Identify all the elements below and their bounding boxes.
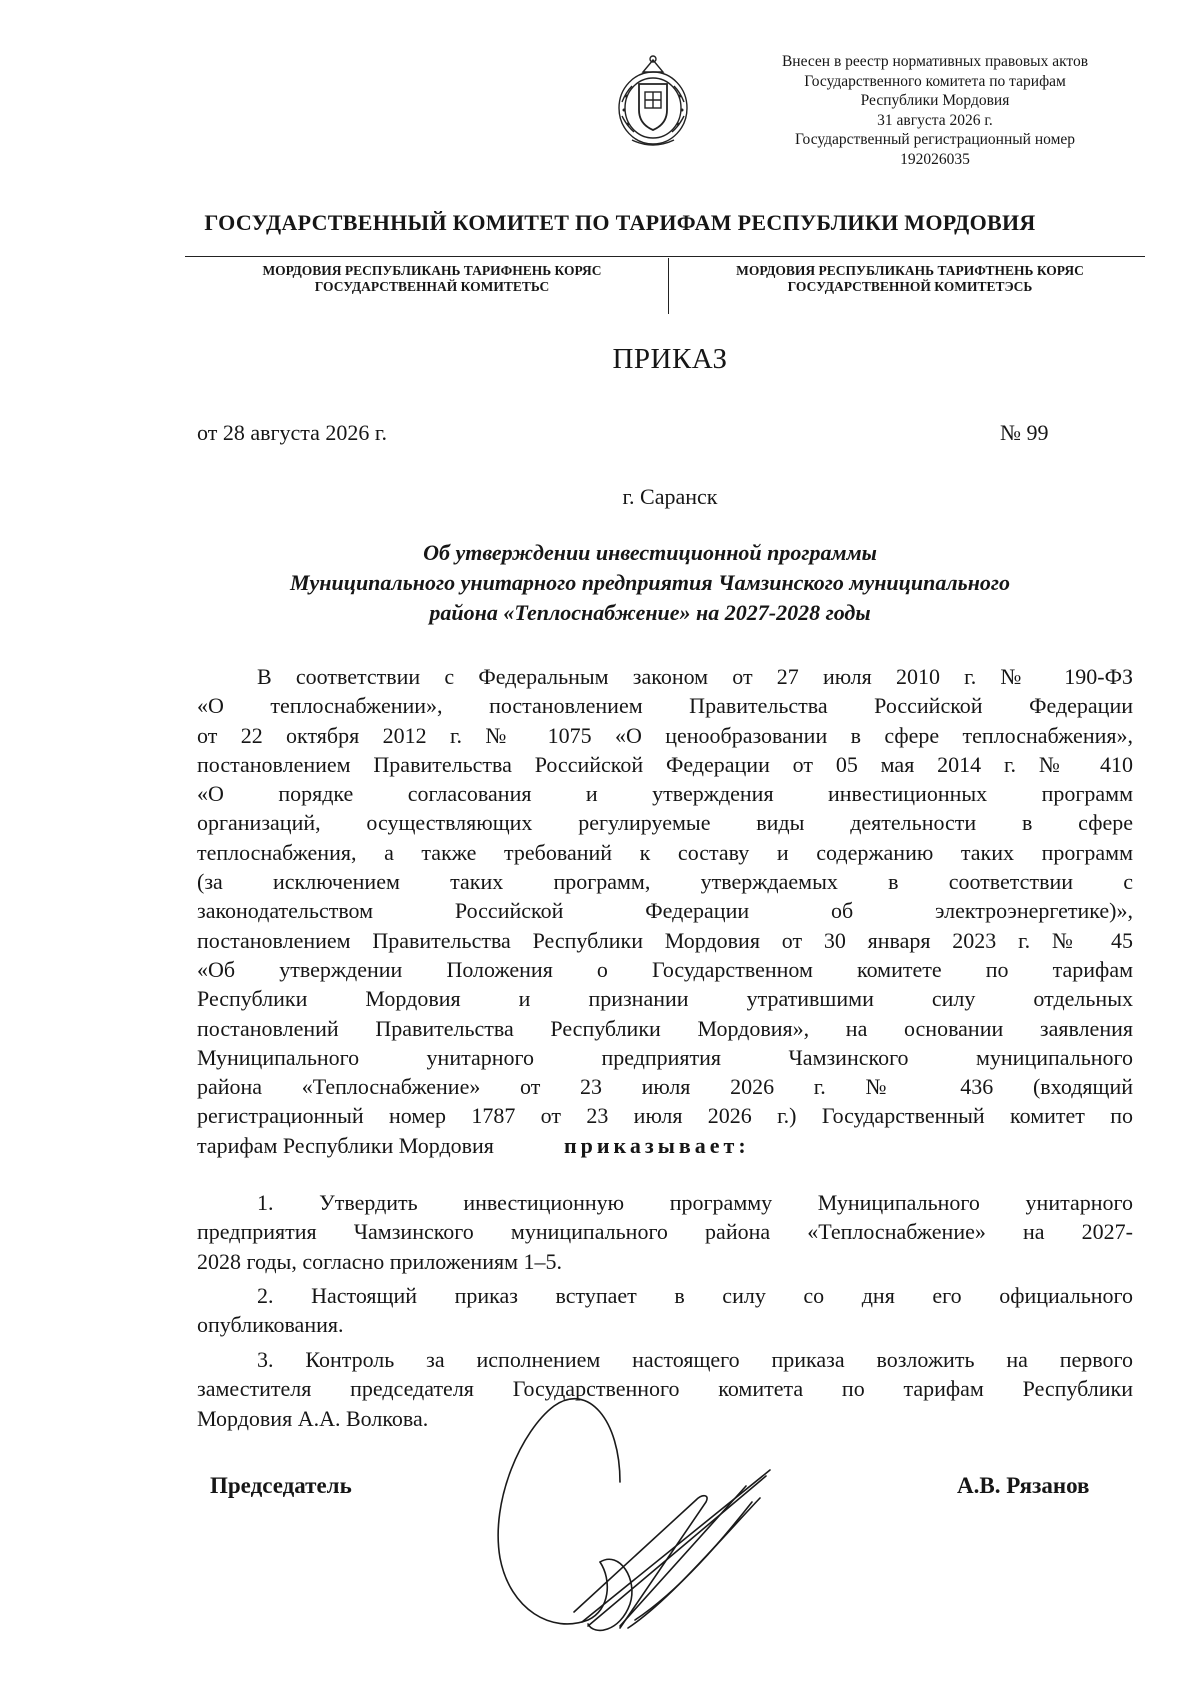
signer-name: А.В. Рязанов xyxy=(957,1473,1090,1498)
subtitle-line: ГОСУДАРСТВЕННОЙ КОМИТЕТЭСЬ xyxy=(787,279,1033,294)
preamble-line: организаций, осуществляющих регулируемые виды деятельности в сфере xyxy=(197,810,1133,836)
order-city: г. Саранск xyxy=(622,484,718,509)
order-date: от 28 августа 2026 г. xyxy=(197,420,387,445)
preamble-line: Республики Мордовия и признании утратившими силу отдельных xyxy=(197,986,1133,1012)
orders-word: приказывает: xyxy=(563,1132,750,1158)
preamble-line: В соответствии с Федеральным законом от 27 июля 2010 г. № 190-ФЗ xyxy=(257,664,1133,689)
preamble-line: «О теплоснабжении», постановлением Правительства Российской Федерации xyxy=(197,693,1133,719)
registry-date: 31 августа 2026 г. xyxy=(877,111,993,129)
subtitle-line: ГОСУДАРСТВЕННАЙ КОМИТЕТЬС xyxy=(314,279,550,294)
registry-line: Государственный регистрационный номер xyxy=(794,131,1076,148)
order-subject xyxy=(190,538,1110,628)
item-line: 2028 годы, согласно приложениям 1–5. xyxy=(197,1248,563,1274)
item-line: предприятия Чамзинского муниципального района «Теплоснабжение» на 2027- xyxy=(197,1219,1133,1245)
subtitle-line: МОРДОВИЯ РЕСПУБЛИКАНЬ ТАРИФНЕНЬ КОРЯС xyxy=(262,263,602,278)
subject-line: района «Теплоснабжение» на 2027-2028 годы xyxy=(429,600,871,625)
item-line: 3. Контроль за исполнением настоящего приказа возложить на первого xyxy=(257,1347,1133,1372)
header-divider xyxy=(185,256,1145,257)
registry-line: Государственного комитета по тарифам xyxy=(804,72,1066,90)
order-item-1 xyxy=(197,1188,1133,1276)
signer-title: Председатель xyxy=(210,1473,352,1498)
preamble-line: Муниципального унитарного предприятия Чамзинского муниципального xyxy=(197,1044,1133,1070)
committee-subtitle-left xyxy=(212,263,652,295)
preamble-line: законодательством Российской Федерации об электроэнергетике)», xyxy=(197,898,1133,924)
preamble-final-line xyxy=(197,1131,1133,1160)
header-vertical-divider xyxy=(668,258,669,314)
preamble-line: регистрационный номер 1787 от 23 июля 2026 г.) Государственный комитет по xyxy=(197,1103,1133,1129)
committee-title: ГОСУДАРСТВЕННЫЙ КОМИТЕТ ПО ТАРИФАМ РЕСПУБЛИКИ МОРДОВИЯ xyxy=(204,210,1036,235)
coat-of-arms-icon xyxy=(612,52,694,152)
subtitle-line: МОРДОВИЯ РЕСПУБЛИКАНЬ ТАРИФТНЕНЬ КОРЯС xyxy=(736,263,1084,278)
registry-line: Республики Мордовия xyxy=(860,92,1010,109)
registry-stamp xyxy=(740,52,1130,169)
preamble-line: «Об утверждении Положения о Государственном комитете по тарифам xyxy=(197,956,1133,982)
item-line: опубликования. xyxy=(197,1312,344,1338)
preamble-line: (за исключением таких программ, утверждаемых в соответствии с xyxy=(197,869,1133,895)
item-line: 1. Утвердить инвестиционную программу Муниципального унитарного xyxy=(257,1190,1133,1215)
registry-line: Внесен в реестр нормативных правовых актов xyxy=(781,53,1089,70)
order-item-2 xyxy=(197,1281,1133,1340)
preamble-line: постановлением Правительства Республики Мордовия от 30 января 2023 г. № 45 xyxy=(197,927,1133,953)
preamble-line: теплоснабжения, а также требований к составу и содержанию таких программ xyxy=(197,839,1133,865)
committee-subtitle-right xyxy=(690,263,1130,295)
preamble-paragraph xyxy=(197,662,1133,1160)
preamble-line: от 22 октября 2012 г. № 1075 «О ценообразовании в сфере теплоснабжения», xyxy=(197,722,1133,748)
item-line: заместителя председателя Государственного комитета по тарифам Республики xyxy=(197,1376,1133,1402)
preamble-line: «О порядке согласования и утверждения инвестиционных программ xyxy=(197,781,1133,807)
preamble-line: района «Теплоснабжение» от 23 июля 2026 г. № 436 (входящий xyxy=(197,1074,1133,1100)
item-line: Мордовия А.А. Волкова. xyxy=(197,1405,429,1431)
subject-line: Об утверждении инвестиционной программы xyxy=(423,540,877,565)
order-title: ПРИКАЗ xyxy=(612,343,728,375)
registry-number: 192026035 xyxy=(900,150,970,168)
preamble-line: постановлений Правительства Республики Мордовия», на основании заявления xyxy=(197,1015,1133,1041)
preamble-line: постановлением Правительства Российской Федерации от 05 мая 2014 г. № 410 xyxy=(197,751,1133,777)
item-line: 2. Настоящий приказ вступает в силу со дня его официального xyxy=(257,1283,1133,1308)
handwritten-signature xyxy=(470,1390,830,1650)
subject-line: Муниципального унитарного предприятия Чамзинского муниципального xyxy=(289,570,1011,595)
preamble-final-text: тарифам Республики Мордовия xyxy=(197,1132,494,1158)
order-number: № 99 xyxy=(1000,420,1049,445)
